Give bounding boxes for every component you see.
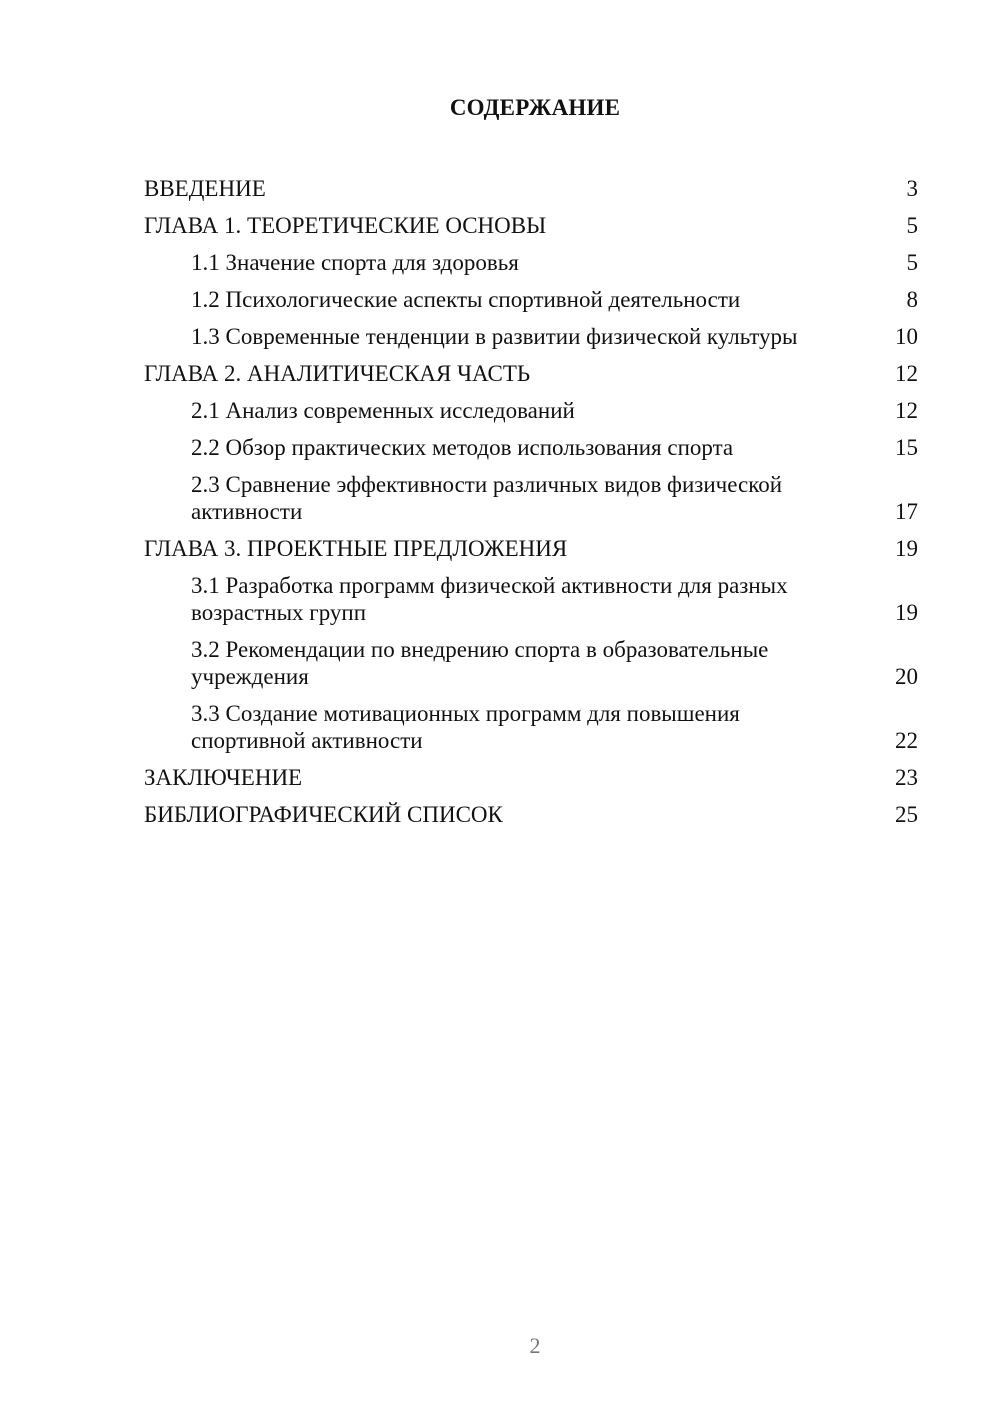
toc-entry-section-1-2[interactable] [144, 281, 918, 318]
toc-entry-section-3-2[interactable] [144, 631, 918, 695]
toc-entry-text: 1.3 Современные тенденции в развитии физической культуры [191, 324, 798, 349]
toc-entry-text: ЗАКЛЮЧЕНИЕ [144, 765, 303, 790]
toc-entry-text: 3.1 Разработка программ физической активности для разных возрастных групп [191, 573, 788, 625]
toc-entry-page: 3 [906, 176, 918, 201]
toc-entry-chapter-3[interactable] [144, 530, 918, 567]
toc-entry-section-3-1[interactable] [144, 567, 918, 631]
toc-entry-text: 3.2 Рекомендации по внедрению спорта в образовательные учреждения [191, 637, 769, 689]
toc-entry-page: 20 [895, 664, 918, 689]
toc-entry-chapter-2[interactable] [144, 355, 918, 392]
toc-entry-page: 17 [895, 499, 918, 524]
toc-entry-text: БИБЛИОГРАФИЧЕСКИЙ СПИСОК [144, 802, 503, 827]
toc-entry-text: 2.2 Обзор практических методов использования спорта [191, 435, 734, 460]
toc-entry-chapter-1[interactable] [144, 207, 918, 244]
toc-title: СОДЕРЖАНИЕ [449, 95, 621, 120]
toc-entry-section-1-1[interactable] [144, 244, 918, 281]
toc-entry-text: ГЛАВА 3. ПРОЕКТНЫЕ ПРЕДЛОЖЕНИЯ [144, 536, 568, 561]
toc-entry-page: 25 [895, 802, 918, 827]
toc-entry-page: 19 [895, 536, 918, 561]
toc-entry-page: 12 [895, 398, 918, 423]
toc-entry-text: 3.3 Создание мотивационных программ для повышения спортивной активности [191, 701, 740, 753]
toc-entry-text: 1.2 Психологические аспекты спортивной деятельности [191, 287, 741, 312]
toc-entry-page: 23 [895, 765, 918, 790]
toc-entry-text: ВВЕДЕНИЕ [144, 176, 266, 201]
toc-entry-section-3-3[interactable] [144, 695, 918, 759]
toc-entry-page: 22 [895, 728, 918, 753]
toc-entry-text: 2.1 Анализ современных исследований [191, 398, 575, 423]
toc-entry-text: 2.3 Сравнение эффективности различных видов физической активности [191, 472, 783, 524]
toc-entry-introduction[interactable] [144, 170, 918, 207]
toc-entry-section-2-3[interactable] [144, 466, 918, 530]
page-number: 2 [529, 1333, 541, 1358]
toc-entry-page: 8 [906, 287, 918, 312]
toc-entry-section-2-2[interactable] [144, 429, 918, 466]
toc-entry-section-2-1[interactable] [144, 392, 918, 429]
toc-entry-conclusion[interactable] [144, 759, 918, 796]
toc-entry-bibliography[interactable] [144, 796, 918, 833]
toc-entry-page: 5 [906, 213, 918, 238]
table-of-contents [144, 170, 918, 833]
toc-entry-page: 19 [895, 600, 918, 625]
toc-entry-section-1-3[interactable] [144, 318, 918, 355]
toc-entry-text: ГЛАВА 2. АНАЛИТИЧЕСКАЯ ЧАСТЬ [144, 361, 531, 386]
toc-entry-page: 10 [895, 324, 918, 349]
toc-entry-page: 12 [895, 361, 918, 386]
toc-entry-text: ГЛАВА 1. ТЕОРЕТИЧЕСКИЕ ОСНОВЫ [144, 213, 547, 238]
toc-entry-page: 15 [895, 435, 918, 460]
toc-entry-page: 5 [906, 250, 918, 275]
toc-entry-text: 1.1 Значение спорта для здоровья [191, 250, 519, 275]
